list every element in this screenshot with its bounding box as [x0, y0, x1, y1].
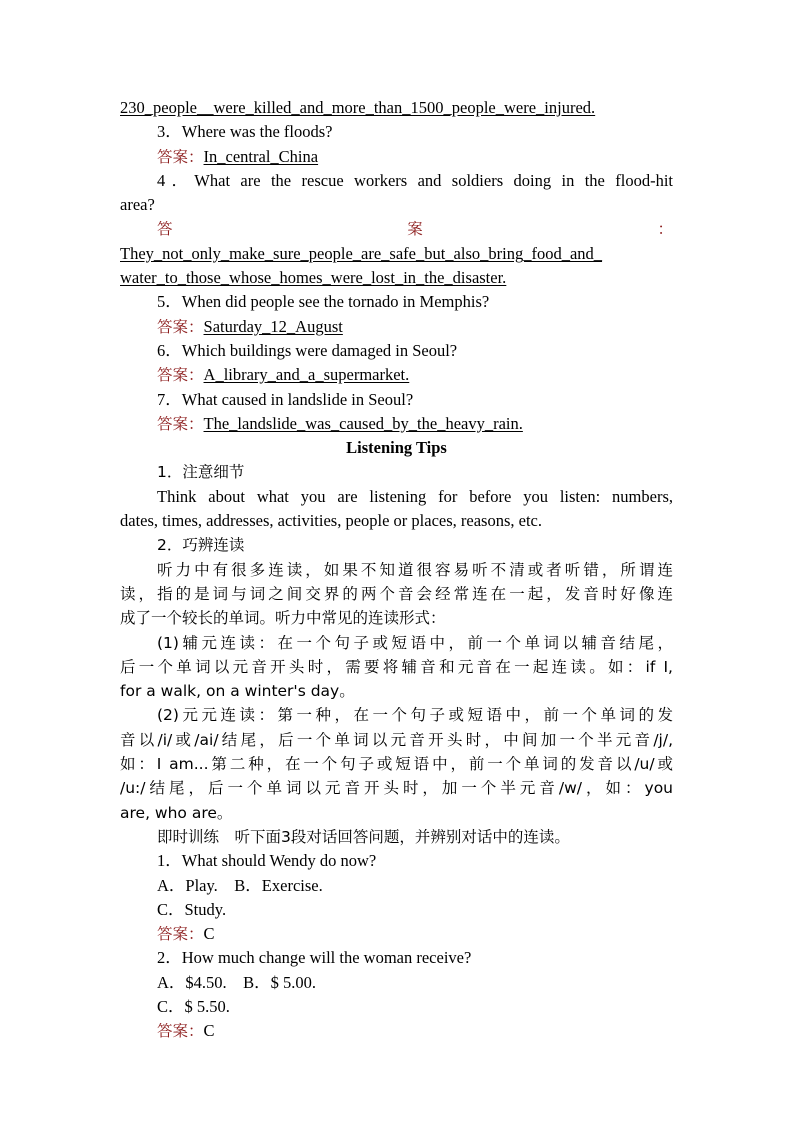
q4-number: 4． [157, 170, 195, 190]
q7-text: What caused in landslide in Seoul? [181, 389, 414, 409]
q2-answer-text: 230_people__were_killed_and_more_than_1500_people_were_injured. [120, 98, 596, 117]
tip2-p3-line3: 如：I am...第二种，在一个句子或短语中，前一个单词的发音以/u/或 [120, 755, 673, 774]
q4-answer-text-line1: They_not_only_make_sure_people_are_safe_but_also_bring_food_and_ [120, 243, 603, 263]
tip2-p3-line4: /u:/结尾，后一个单词以元音开头时，加一个半元音/w/，如：you [120, 779, 673, 798]
q4-answer-text-line2: water_to_those_whose_homes_were_lost_in_the_disaster. [120, 268, 507, 288]
document-page [120, 96, 673, 1044]
q4-question-line2 [120, 193, 673, 217]
p2-text: How much change will the woman receive? [181, 948, 472, 968]
p2-answer-text: C [203, 1021, 215, 1041]
answer-label: 答案 [157, 366, 189, 385]
p2-number: 2． [157, 948, 182, 968]
p1-question [120, 849, 673, 873]
answer-colon: ： [188, 317, 204, 336]
q6-text: Which buildings were damaged in Seoul? [181, 340, 458, 360]
q7-answer-text: The_landslide_was_caused_by_the_heavy_rain. [203, 413, 523, 433]
q3-question [120, 120, 673, 144]
answer-colon: ： [188, 147, 204, 166]
p1-answer-text: C [203, 924, 215, 944]
q4-text-line1: What are the rescue workers and soldiers doing in the flood-hit [194, 170, 674, 190]
answer-colon: ： [188, 366, 204, 385]
answer-colon: ： [188, 1022, 204, 1041]
answer-colon: ： [657, 220, 673, 239]
p1-answer [120, 922, 673, 946]
p2-question [120, 946, 673, 970]
q7-answer [120, 412, 673, 436]
answer-colon: ： [188, 414, 204, 433]
p1-options-line1: A．Play. B．Exercise. [157, 875, 323, 895]
p1-number: 1． [157, 851, 182, 871]
tip2-p3-line1: (2)元元连读：第一种，在一个句子或短语中，前一个单词的发 [157, 706, 673, 725]
tip2-p2-line3: for a walk, on a winter's day。 [120, 682, 355, 701]
tip2-heading: 2．巧辨连读 [157, 536, 245, 555]
p1-text: What should Wendy do now? [181, 851, 377, 871]
answer-label: 答案 [157, 317, 189, 336]
p1-options-line2: C．Study. [157, 899, 227, 919]
q5-text: When did people see the tornado in Memphis? [181, 292, 490, 312]
q6-answer [120, 363, 673, 387]
tip2-p1-line2: 读，指的是词与词之间交界的两个音会经常连在一起，发音时好像连 [120, 584, 673, 603]
p2-answer [120, 1019, 673, 1043]
tip2-p3-line5: are, who are。 [120, 803, 233, 822]
tip2-p1-line3: 成了一个较长的单词。听力中常见的连读形式： [120, 609, 446, 628]
q6-question [120, 339, 673, 363]
tip2-p1-line1: 听力中有很多连读，如果不知道很容易听不清或者听错，所谓连 [157, 560, 673, 579]
q6-number: 6． [157, 340, 182, 360]
p2-options-line1: A．$4.50. B．$ 5.00. [157, 972, 317, 992]
q7-number: 7． [157, 389, 182, 409]
tip2-p2-line1: (1)辅元连读：在一个句子或短语中，前一个单词以辅音结尾， [157, 633, 673, 652]
q7-question [120, 388, 673, 412]
q4-question-line1 [120, 169, 673, 193]
answer-label: 答案 [157, 147, 189, 166]
answer-label: 答案 [157, 925, 189, 944]
answer-label: 答案 [157, 414, 189, 433]
tips-title: Listening Tips [346, 438, 447, 458]
q4-answer-line2 [120, 266, 673, 290]
q3-number: 3． [157, 122, 182, 142]
q3-text: Where was the floods? [181, 122, 333, 142]
tip1-heading: 1．注意细节 [157, 463, 245, 482]
practice-intro: 即时训练 听下面3段对话回答问题，并辨别对话中的连读。 [157, 827, 570, 846]
q5-answer [120, 315, 673, 339]
answer-char-1: 答 [157, 220, 173, 239]
q4-text-line2: area? [120, 195, 155, 215]
q4-answer-label-line [120, 217, 673, 241]
tip2-p3-line2: 音以/i/或/ai/结尾，后一个单词以元音开头时，中间加一个半元音/j/, [120, 730, 673, 749]
p2-options-line2: C．$ 5.50. [157, 996, 230, 1016]
q3-answer [120, 145, 673, 169]
tip1-line1: Think about what you are listening for before you listen: numbers, [157, 486, 673, 506]
q5-number: 5． [157, 292, 182, 312]
answer-label: 答案 [157, 1022, 189, 1041]
q5-answer-text: Saturday_12_August [203, 316, 343, 336]
tip1-line2: dates, times, addresses, activities, people or places, reasons, etc. [120, 511, 542, 531]
q6-answer-text: A_library_and_a_supermarket. [203, 365, 410, 385]
answer-char-2: 案 [407, 220, 423, 239]
q3-answer-text: In_central_China [203, 146, 319, 166]
q2-answer-tail [120, 96, 673, 120]
q4-answer-line1 [120, 242, 673, 266]
q5-question [120, 290, 673, 314]
answer-colon: ： [188, 925, 204, 944]
tip2-p2-line2: 后一个单词以元音开头时，需要将辅音和元音在一起连读。如：if I, [120, 657, 673, 676]
